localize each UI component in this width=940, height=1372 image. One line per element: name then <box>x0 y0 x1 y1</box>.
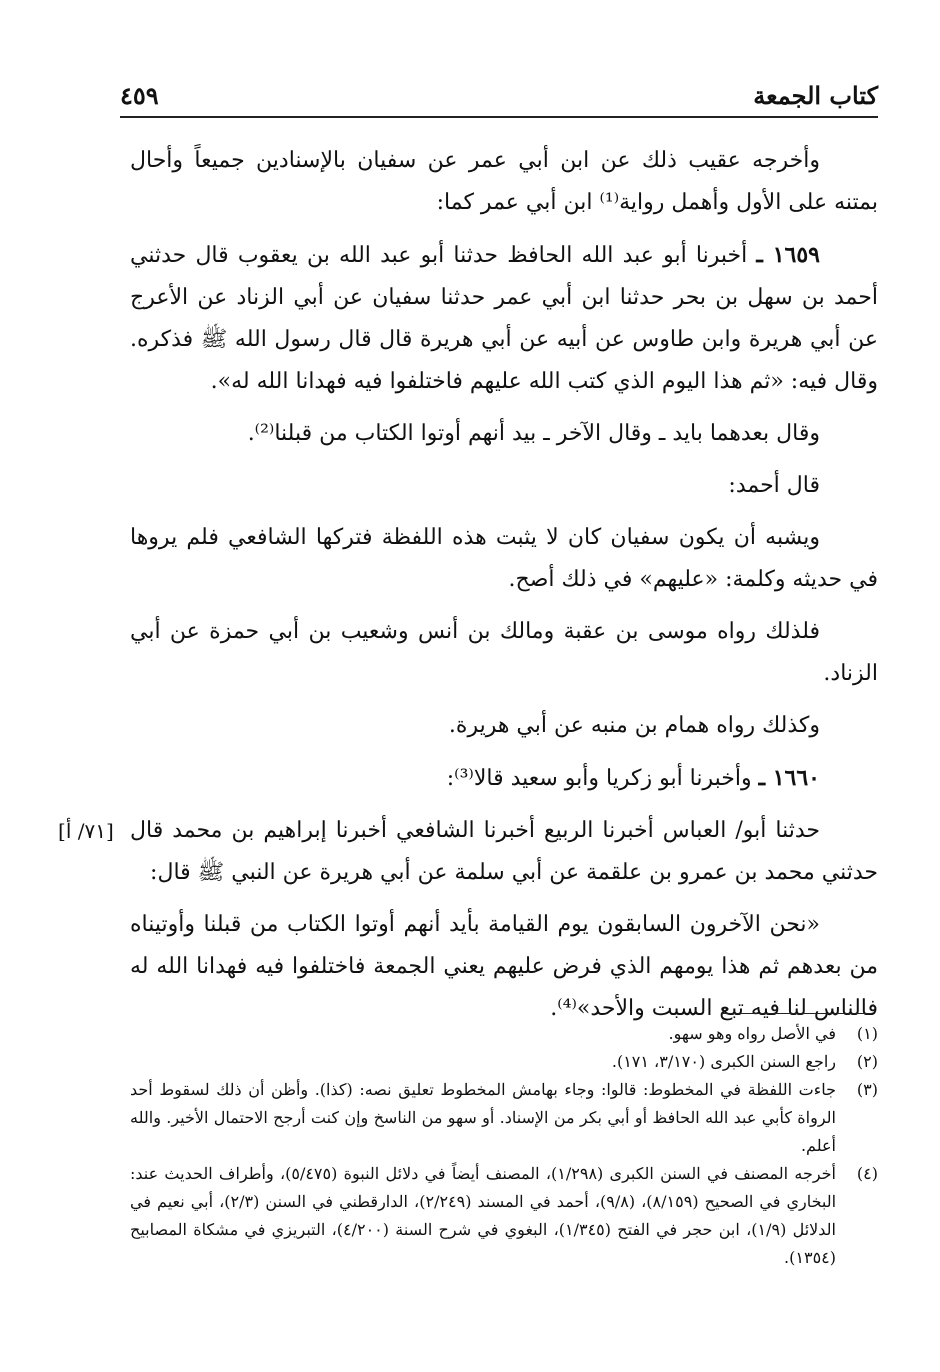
footnote-text: أخرجه المصنف في السنن الكبرى (١/٢٩٨)، المصنف أيضاً في دلائل النبوة (٥/٤٧٥)، وأطراف الحديث عند: البخاري في الصحيح (٨/١٥٩)، (٩/٨)، أحمد في المسند (٢/٢٤٩)، الدارقطني في السنن (٢/٣)، أبي نعيم في الدلائل (١/٩)، ابن حجر في الفتح (١/٣٤٥)، البغوي في شرح السنة (٤/٢٠٠)، التبريزي في مشكاة المصابيح (١٣٥٤). <box>130 1164 837 1267</box>
footnote-mark: (٣) <box>856 1080 878 1099</box>
paragraph: قال أحمد: <box>728 473 820 498</box>
hadith-1659 <box>130 234 878 403</box>
running-header <box>120 66 878 118</box>
footnote <box>130 1076 878 1160</box>
paragraph-with-folio <box>58 810 878 894</box>
page-number: ٤٥٩ <box>120 81 159 110</box>
paragraph: حدثنا أبو/ العباس أخبرنا الربيع أخبرنا الشافعي أخبرنا إبراهيم بن محمد قال حدثني محمد بن عمرو بن علقمة عن أبي سلمة عن أبي هريرة عن النبي ﷺ قال: <box>130 818 878 885</box>
footnote <box>130 1020 878 1048</box>
main-text <box>58 140 878 1040</box>
footnote <box>130 1160 878 1272</box>
hadith-quote: «نحن الآخرون السابقون يوم القيامة بأيد أنهم أوتوا الكتاب من قبلنا وأوتيناه من بعدهم ثم هذا يومهم الذي فرض عليهم يعني الجمعة فاختلفوا فيه فهدانا الله له فالناس لنا فيه تبع السبت والأحد»⁽⁴⁾. <box>130 912 878 1021</box>
footnote-mark: (٢) <box>856 1052 878 1071</box>
footnote <box>130 1048 878 1076</box>
paragraph: ويشبه أن يكون سفيان كان لا يثبت هذه اللفظة فتركها الشافعي فلم يروها في حديثه وكلمة: «عليهم» في ذلك أصح. <box>130 525 878 592</box>
hadith-text: وأخبرنا أبو زكريا وأبو سعيد قالا⁽³⁾: <box>446 766 759 791</box>
footnote-mark: (١) <box>856 1024 878 1043</box>
hadith-number: ١٦٥٩ ـ <box>756 242 820 268</box>
footnote-text: في الأصل رواه وهو سهو. <box>668 1024 836 1043</box>
paragraph: فلذلك رواه موسى بن عقبة ومالك بن أنس وشعيب بن أبي حمزة عن أبي الزناد. <box>130 619 878 686</box>
paragraph: وكذلك رواه همام بن منبه عن أبي هريرة. <box>448 713 820 738</box>
footnotes <box>130 1020 878 1272</box>
hadith-text: أخبرنا أبو عبد الله الحافظ حدثنا أبو عبد الله بن يعقوب قال حدثني أحمد بن سهل بن بحر حدثنا ابن أبي عمر حدثنا سفيان عن أبي الزناد عن الأعرج عن أبي هريرة وابن طاوس عن أبيه عن أبي هريرة قال قال رسول الله ﷺ فذكره. وقال فيه: «ثم هذا اليوم الذي كتب الله عليهم فاختلفوا فيه فهدانا الله له». <box>130 243 878 394</box>
hadith-number: ١٦٦٠ ـ <box>758 765 820 791</box>
footnote-divider <box>722 1013 872 1014</box>
footnote-mark: (٤) <box>856 1164 878 1183</box>
folio-marker: [٧١/ أ] <box>58 819 114 843</box>
footnote-text: جاءت اللفظة في المخطوط: قالوا: وجاء بهامش المخطوط تعليق نصه: (كذا). وأظن أن ذلك لسقوط أحد الرواة كأبي عبد الله الحافظ أو أبي بكر من الإسناد. أو سهو من الناسخ وإن كنت أرجح الاحتمال الأخير. والله أعلم. <box>130 1080 837 1155</box>
hadith-1660 <box>130 757 878 800</box>
book-title: كتاب الجمعة <box>753 81 878 110</box>
paragraph: وأخرجه عقيب ذلك عن ابن أبي عمر عن سفيان بالإسنادين جميعاً وأحال بمتنه على الأول وأهمل رواية⁽¹⁾ ابن أبي عمر كما: <box>130 148 878 215</box>
paragraph: وقال بعدهما بايد ـ وقال الآخر ـ بيد أنهم أوتوا الكتاب من قبلنا⁽²⁾. <box>247 421 820 446</box>
footnote-text: راجع السنن الكبرى (٣/١٧٠، ١٧١). <box>611 1052 836 1071</box>
